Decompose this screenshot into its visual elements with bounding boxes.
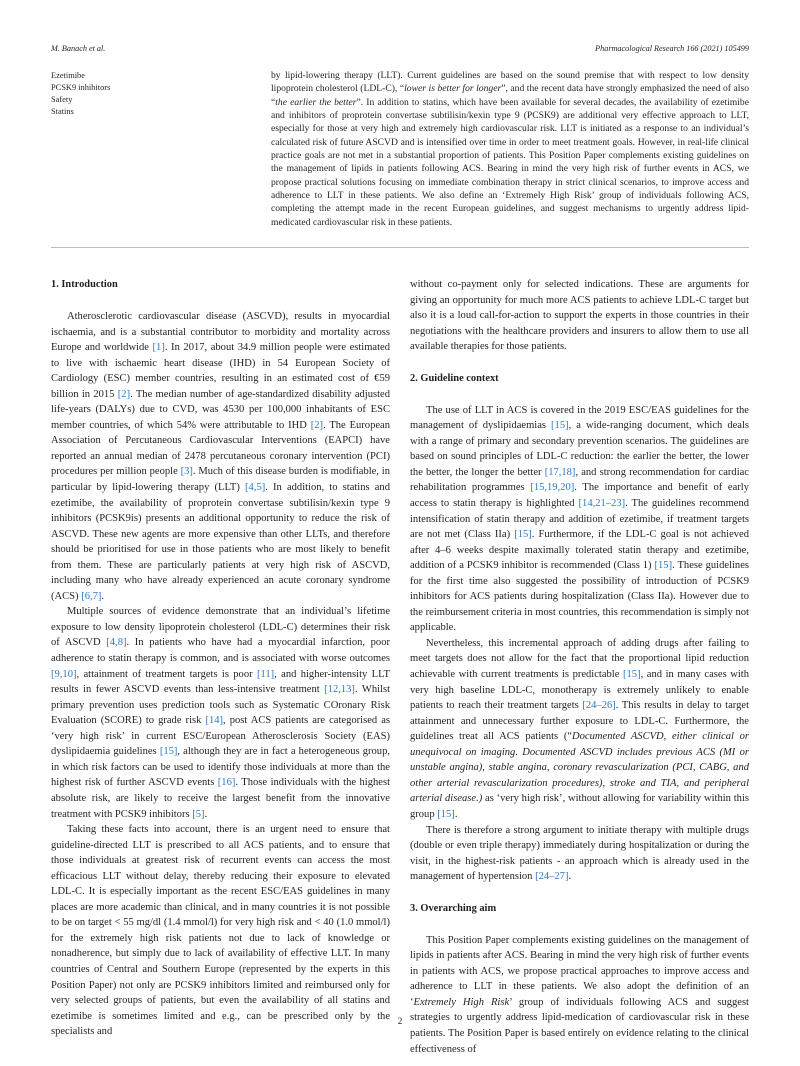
keywords-list bbox=[51, 70, 110, 118]
keyword: PCSK9 inhibitors bbox=[51, 83, 111, 92]
citation-link[interactable]: [24–27] bbox=[535, 871, 569, 883]
abstract-segment: ”. In addition to statins, which have been available for several decades, the availability of ezetimibe and inhibitors of proprotein convertase subtilisin/kexin type 9 (PCSK9) are additional very effective approach to LLT, especially for those at very high and extremely high cardiovascular risk. LLT is initiated as a response to an individual’s calculated risk of future ASCVD and is intensified over time in order to meet treatment goals. However, in real-life clinical practice goals are not met in a substantial proportion of patients. This Position Paper complements existing guidelines on the management of lipids in patients following ACS. Bearing in mind the very high risk of further events in ACS, we propose practical solutions focusing on immediate combination therapy in strict clinical scenarios, to improve access and adherence to LLT in these patients. We also define an ‘Extremely High Risk’ group of individuals following ACS, completing the attempt made in the recent European guidelines, and suggest mechanisms to urgently address lipid-medicated cardiovascular risk in these patients. bbox=[271, 96, 749, 228]
running-header-authors: M. Banach et al. bbox=[51, 44, 106, 53]
citation-link[interactable]: [3] bbox=[180, 466, 193, 478]
citation-link[interactable]: [1] bbox=[152, 342, 165, 354]
section-heading-guideline-context: 2. Guideline context bbox=[410, 372, 499, 384]
abstract-segment: ”, and the recent data have strongly emphasized the need of also “ bbox=[271, 83, 749, 108]
citation-link[interactable]: [15] bbox=[623, 669, 641, 681]
citation-link[interactable]: [24–26] bbox=[582, 700, 616, 712]
left-column bbox=[51, 277, 390, 1040]
right-column bbox=[410, 277, 749, 1057]
page-number: 2 bbox=[397, 1016, 403, 1026]
keyword: Safety bbox=[51, 95, 73, 104]
citation-link[interactable]: [14] bbox=[205, 715, 224, 727]
emphasis-text: Documented ASCVD, either clinical or unequivocal on imaging. Documented ASCVD includes previous ACS (MI or unstable angina), stable angina, coronary revascularization (PCI, CABG, and other arterial revascularization procedures), stroke and TIA, and peripheral arterial disease.) bbox=[410, 731, 749, 805]
paragraph: Taking these facts into account, there is an urgent need to ensure that guideline-directed LLT is prescribed to all ACS patients, and to ensure that those individuals at greatest risk of recurrent events can access the most efficacious LLT without delay, thereby reducing their exposure to elevated LDL-C. It is especially important as the recent ESC/EAS guidelines in many places are more academic than clinical, and in many countries it is not possible to be on target < 55 mg/dl (1.4 mmol/l) for very high risk and < 40 (1.0 mmol/l) for the extremely high risk patients not due to lack of knowledge or nonadherence, but simply due to lack of availability of effective LLT. In many countries of Central and Southern Europe (represented by the experts in this Position Paper) not only are PCSK9 inhibitors limited and reimbursed only for very selected groups of patients, but even the availability of all statins and ezetimibe is sometimes limited and e.g., can be prescribed only by the specialists and bbox=[51, 824, 390, 1038]
keyword: Statins bbox=[51, 107, 74, 116]
paragraph: The use of LLT in ACS is covered in the 2019 ESC/EAS guidelines for the management of dyslipidaemias [15], a wide-ranging document, which deals with a range of primary and secondary prevention scenarios. The guidelines are based on sound principles of LDL-C reduction: the earlier the better, the lower the better, the longer the better [17,18], and strong recommendation for cardiac rehabilitation programmes [15,19,20]. The importance and benefit of early access to statin therapy is highlighted [14,21–23]. The guidelines recommend intensification of statin therapy and addition of ezetimibe, if treatment targets are not met (Class IIa) [15]. Furthermore, if the LDL-C goal is not achieved after 4–6 weeks despite maximally tolerated statin therapy and ezetimibe, addition of a PCSK9 inhibitor is recommended (Class 1) [15]. These guidelines for the first time also suggested the possibility of introduction of PCSK9 inhibitors for ACS patients during hospitalization (Class IIa). However due to the reimbursement criteria in most countries, this recommendation is simply not applicable. bbox=[410, 404, 750, 634]
paragraph: There is therefore a strong argument to initiate therapy with multiple drugs (double or even triple therapy) immediately during hospitalization or during the visit, in the highest-risk patients - an approach which is already used in the management of hypertension [24–27]. bbox=[410, 824, 749, 883]
section-heading-overarching-aim: 3. Overarching aim bbox=[410, 902, 497, 914]
abstract-divider bbox=[51, 247, 749, 248]
paragraph: without co-payment only for selected indications. These are arguments for giving an opportunity for much more ACS patients to achieve LDL-C target but also it is a loud call-for-action to support the experts in those countries in their negotiations with the healthcare providers and insurers to allow them to use all available therapies for those patients. bbox=[410, 279, 749, 353]
citation-link[interactable]: [15,19,20] bbox=[530, 482, 575, 494]
citation-link[interactable]: [16] bbox=[217, 777, 236, 789]
citation-link[interactable]: [15] bbox=[654, 560, 673, 572]
running-header-journal: Pharmacological Research 166 (2021) 105499 bbox=[595, 44, 749, 53]
citation-link[interactable]: [14,21–23] bbox=[578, 498, 626, 510]
citation-link[interactable]: [12,13] bbox=[324, 684, 355, 696]
citation-link[interactable]: [9,10] bbox=[51, 668, 77, 680]
citation-link[interactable]: [6,7] bbox=[81, 590, 102, 602]
paragraph: This Position Paper complements existing guidelines on the management of lipids in patients after ACS. Bearing in mind the very high risk of further events in patients with ACS, we propose practical approaches to improve access and adherence to LLT in these patients. We also adopt the definition of an ‘Extremely High Risk’ group of individuals following ACS and suggest strategies to urgently address lipid-medication of cardiovascular risk in these patients. The Position Paper is based entirely on evidence relating to the clinical effectiveness of bbox=[410, 934, 749, 1055]
paragraph: Multiple sources of evidence demonstrate that an individual’s lifetime exposure to low density lipoprotein cholesterol (LDL-C) determines their risk of ASCVD [4,8]. In patients who have had a myocardial infarction, poor adherence to statin therapy is common, and is associated with worse outcomes [9,10], attainment of treatment targets is poor [11], and higher-intensity LLT results in fewer ASCVD events than less-intensive treatment [12,13]. Whilst primary prevention uses prediction tools such as Systematic COronary Risk Evaluation (SCORE) to grade risk [14], post ACS patients are categorised as ‘very high risk’ in current ESC/European Atherosclerosis Society (EAS) dyslipidaemia guidelines [15], although they are in fact a heterogeneous group, in which risk factors can be used to identify those individuals at more than the highest risk of further ASCVD events [16]. Those individuals with the highest absolute risk, are likely to receive the largest benefit from the innovative treatment with PCSK9 inhibitors [5]. bbox=[51, 606, 390, 820]
citation-link[interactable]: [15] bbox=[551, 420, 569, 432]
keyword: Ezetimibe bbox=[51, 71, 85, 80]
paragraph: Atherosclerotic cardiovascular disease (ASCVD), results in myocardial ischaemia, and is a substantial contributor to morbidity and mortality across Europe and worldwide [1]. In 2017, about 34.9 million people were estimated to live with ischaemic heart disease (IHD) in 54 European Society of Cardiology (ESC) member countries, resulting in an estimated cost of €59 billion in 2015 [2]. The median number of age-standardized disability adjusted life-years (DALYs) due to CVD, was 4530 per 100,000 inhabitants of ESC member countries, of which 54% were attributable to IHD [2]. The European Association of Percutaneous Cardiovascular Interventions (EAPCI) have reported an annual median of 2478 percutaneous coronary intervention (PCI) procedures per million people [3]. Much of this disease burden is modifiable, in particular by lipid-lowering therapy (LLT) [4,5]. In addition, to statins and ezetimibe, the availability of proprotein convertase subtilisin/kexin type 9 inhibitors (PCSK9is) presents an additional opportunity to reduce the risk of ASCVD. These new agents are more expensive than other LLTs, and therefore should be prioritised for use in those patients who are most likely to benefit from them. These are particularly patients at very high risk of ASCVD, including many who have already experienced an acute coronary syndrome (ACS) [6,7]. bbox=[51, 311, 391, 602]
citation-link[interactable]: [4,5] bbox=[245, 482, 266, 494]
abstract-emphasis: lower is better for longer bbox=[404, 83, 502, 95]
citation-link[interactable]: [2] bbox=[117, 388, 131, 400]
paragraph: Nevertheless, this incremental approach of adding drugs after failing to meet targets does not allow for the fact that the proportional lipid reduction achievable with current treatments is predictable [15], and in many cases with very high baseline LDL-C, monotherapy is extremely unlikely to enable patients to reach their treatment targets [24–26]. This results in delay to target attainment and unnecessary further exposure to LDL-C. Furthermore, the guidelines treat all ACS patients (“Documented ASCVD, either clinical or unequivocal on imaging. Documented ASCVD includes previous ACS (MI or unstable angina), stable angina, coronary revascularization (PCI, CABG, and other arterial revascularization procedures), stroke and TIA, and peripheral arterial disease.) as ‘very high risk’, without allowing for variability within this group [15]. bbox=[410, 637, 750, 820]
citation-link[interactable]: [15] bbox=[159, 746, 178, 758]
abstract-emphasis: the earlier the better bbox=[275, 96, 357, 108]
abstract-text bbox=[271, 69, 749, 229]
citation-link[interactable]: [4,8] bbox=[106, 637, 127, 649]
emphasis-text: Extremely High Risk bbox=[413, 996, 510, 1008]
citation-link[interactable]: [5] bbox=[192, 808, 205, 820]
section-heading-introduction: 1. Introduction bbox=[51, 279, 118, 290]
citation-link[interactable]: [15] bbox=[437, 808, 455, 820]
citation-link[interactable]: [17,18] bbox=[544, 466, 576, 478]
abstract-segment: by lipid-lowering therapy (LLT). Current guidelines are based on the sound premise that with respect to low density lipoprotein cholesterol (LDL-C), “ bbox=[271, 70, 749, 95]
citation-link[interactable]: [11] bbox=[256, 668, 275, 680]
citation-link[interactable]: [2] bbox=[310, 419, 324, 431]
citation-link[interactable]: [15] bbox=[514, 529, 532, 541]
